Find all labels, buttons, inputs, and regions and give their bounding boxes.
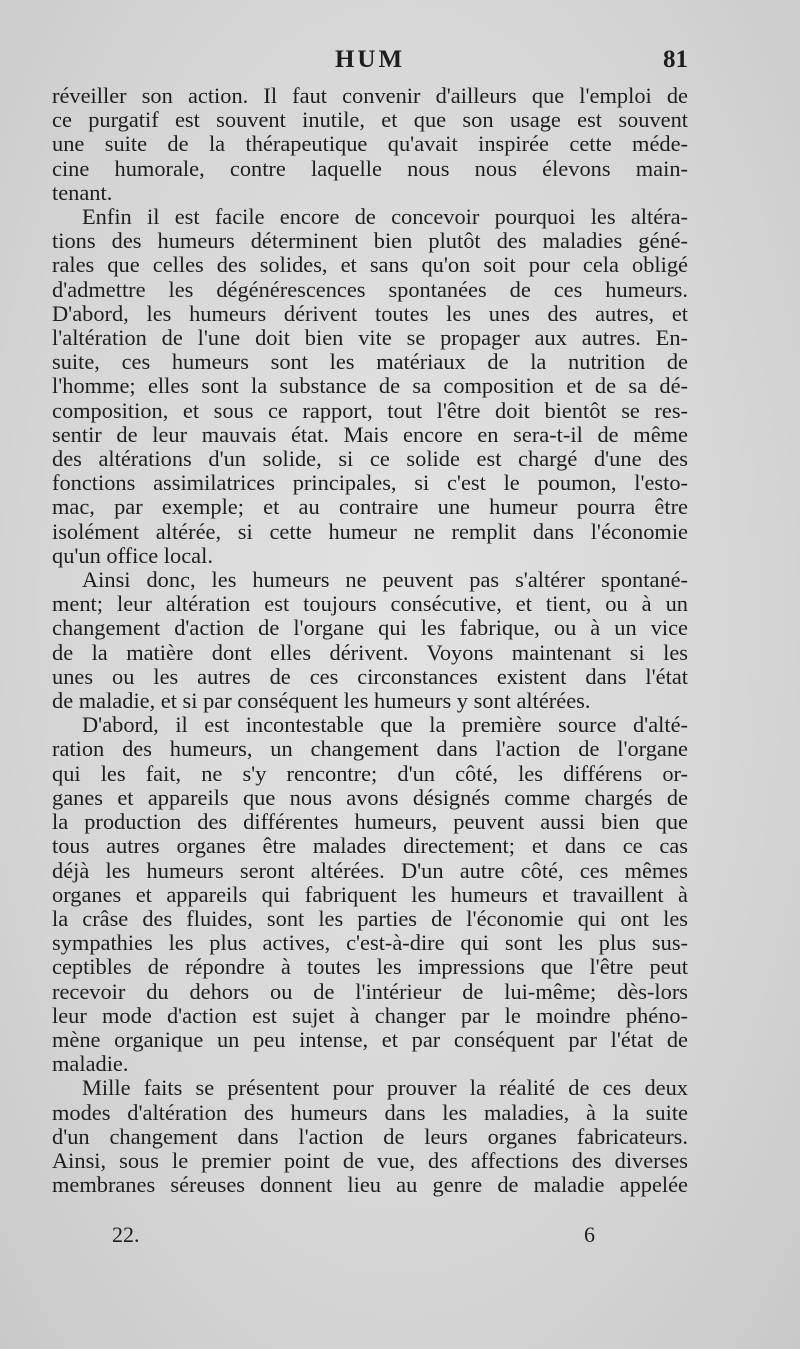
text-line: de la matière dont elles dérivent. Voyons maintenant si les: [52, 639, 688, 665]
text-line: ceptibles de répondre à toutes les impressions que l'être peut: [52, 954, 688, 980]
body-text: [52, 84, 688, 1197]
text-line: fonctions assimilatrices principales, si c'est le poumon, l'esto-: [52, 470, 688, 496]
text-line: ration des humeurs, un changement dans l'action de l'organe: [52, 736, 688, 762]
text-line: d'un changement dans l'action de leurs organes fabricateurs.: [52, 1123, 688, 1149]
text-line: ment; leur altération est toujours consécutive, et tient, ou à un: [52, 591, 688, 617]
text-line: sentir de leur mauvais état. Mais encore en sera-t-il de même: [52, 421, 688, 447]
text-line: membranes séreuses donnent lieu au genre de maladie appelée: [52, 1172, 688, 1198]
text-line: d'admettre les dégénérescences spontanées de ces humeurs.: [52, 276, 688, 302]
text-line: réveiller son action. Il faut convenir d'ailleurs que l'emploi de: [52, 83, 688, 108]
text-line: tenant.: [52, 179, 113, 205]
text-line: tous autres organes être malades directement; et dans ce cas: [52, 833, 688, 859]
text-line: déjà les humeurs seront altérées. D'un autre côté, ces mêmes: [52, 857, 688, 883]
text-line: ce purgatif est souvent inutile, et que son usage est souvent: [52, 107, 688, 133]
text-line: de maladie, et si par conséquent les humeurs y sont altérées.: [52, 688, 591, 714]
page-header: [52, 46, 688, 80]
text-line: l'homme; elles sont la substance de sa composition et de sa dé-: [52, 373, 688, 399]
text-line: mène organique un peu intense, et par conséquent par l'état de: [52, 1026, 688, 1052]
text-line: organes et appareils qui fabriquent les humeurs et travaillent à: [52, 881, 688, 907]
text-line: composition, et sous ce rapport, tout l'être doit bientôt se res-: [52, 397, 688, 423]
text-line: modes d'altération des humeurs dans les maladies, à la suite: [52, 1099, 688, 1125]
text-line: changement d'action de l'organe qui les fabrique, ou à un vice: [52, 615, 688, 641]
text-line: recevoir du dehors ou de l'intérieur de lui-même; dès-lors: [52, 978, 688, 1004]
text-line: suite, ces humeurs sont les matériaux de la nutrition de: [52, 349, 688, 375]
text-line: l'altération de l'une doit bien vite se propager aux autres. En-: [52, 325, 688, 351]
text-line: unes ou les autres de ces circonstances existent dans l'état: [52, 663, 688, 689]
text-line: la production des différentes humeurs, peuvent aussi bien que: [52, 809, 688, 835]
text-line: mac, par exemple; et au contraire une humeur pourra être: [52, 494, 688, 520]
text-line: isolément altérée, si cette humeur ne remplit dans l'économie: [52, 518, 688, 544]
page-footer: [52, 1222, 688, 1252]
paragraph-start-line: Mille faits se présentent pour prouver la réalité de ces deux: [82, 1075, 688, 1101]
text-line: tions des humeurs déterminent bien plutôt des maladies géné-: [52, 228, 688, 254]
text-line: rales que celles des solides, et sans qu'on soit pour cela obligé: [52, 252, 688, 278]
text-line: la crâse des fluides, sont les parties de l'économie qui ont les: [52, 905, 688, 931]
paragraph-start-line: Ainsi donc, les humeurs ne peuvent pas s'altérer spontané-: [82, 567, 688, 593]
text-line: Ainsi, sous le premier point de vue, des affections des diverses: [52, 1147, 688, 1173]
page-number: 81: [663, 46, 688, 73]
text-line: une suite de la thérapeutique qu'avait inspirée cette méde-: [52, 131, 688, 157]
text-line: D'abord, les humeurs dérivent toutes les unes des autres, et: [52, 300, 688, 326]
text-line: des altérations d'un solide, si ce solide est chargé d'une des: [52, 446, 688, 472]
text-line: maladie.: [52, 1051, 129, 1077]
paragraph-start-line: D'abord, il est incontestable que la première source d'alté-: [82, 712, 688, 738]
running-head: HUM: [334, 46, 406, 73]
text-line: ganes et appareils que nous avons désignés comme chargés de: [52, 784, 688, 810]
text-line: qui les fait, ne s'y rencontre; d'un côté, les différens or-: [52, 760, 688, 786]
paragraph-start-line: Enfin il est facile encore de concevoir pourquoi les altéra-: [82, 204, 688, 230]
text-line: cine humorale, contre laquelle nous nous élevons main-: [52, 155, 688, 181]
gathering-number: 6: [584, 1222, 595, 1247]
text-line: sympathies les plus actives, c'est-à-dire qui sont les plus sus-: [52, 930, 688, 956]
signature-mark: 22.: [112, 1222, 140, 1247]
text-line: leur mode d'action est sujet à changer par le moindre phéno-: [52, 1002, 688, 1028]
text-line: qu'un office local.: [52, 542, 213, 568]
